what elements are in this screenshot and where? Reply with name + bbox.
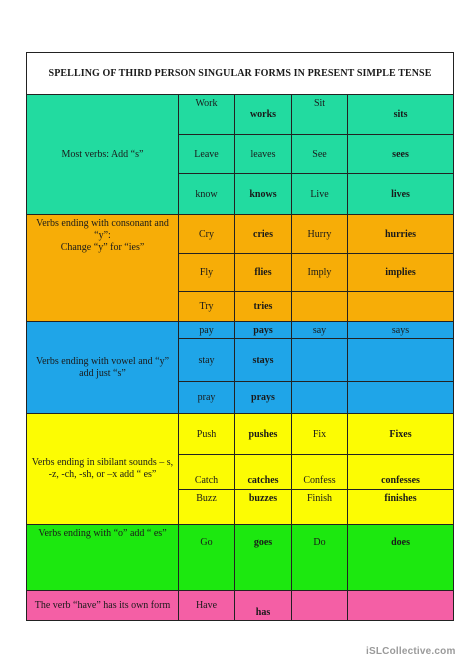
table-row — [27, 591, 454, 621]
spelling-table — [26, 52, 454, 621]
third-person-form: hurries — [348, 215, 454, 254]
third-person-form: buzzes — [235, 490, 292, 525]
base-verb — [292, 382, 348, 414]
base-verb — [292, 339, 348, 382]
third-person-form: cries — [235, 215, 292, 254]
third-person-form: implies — [348, 254, 454, 292]
base-verb: pay — [179, 322, 235, 339]
base-verb: Sit — [292, 95, 348, 135]
base-verb: Finish — [292, 490, 348, 525]
base-verb — [292, 292, 348, 322]
rule-cell: Verbs ending with consonant and “y”: Change “y” for “ies” — [27, 215, 179, 322]
third-person-form: finishes — [348, 490, 454, 525]
base-verb — [292, 591, 348, 621]
base-verb: Push — [179, 414, 235, 455]
rule-cell: Verbs ending with vowel and “y” add just “s” — [27, 322, 179, 414]
third-person-form: sees — [348, 135, 454, 174]
worksheet-title: SPELLING OF THIRD PERSON SINGULAR FORMS IN PRESENT SIMPLE TENSE — [27, 53, 454, 95]
table-row — [27, 414, 454, 455]
base-verb: Do — [292, 525, 348, 591]
table-row — [27, 322, 454, 339]
watermark: iSLCollective.com — [366, 646, 456, 657]
third-person-form: confesses — [348, 455, 454, 490]
third-person-form: catches — [235, 455, 292, 490]
third-person-form: flies — [235, 254, 292, 292]
base-verb: Cry — [179, 215, 235, 254]
third-person-form: has — [235, 591, 292, 621]
table-row — [27, 525, 454, 591]
third-person-form: Fixes — [348, 414, 454, 455]
rule-cell: Most verbs: Add “s” — [27, 95, 179, 215]
third-person-form: does — [348, 525, 454, 591]
rule-cell: The verb “have” has its own form — [27, 591, 179, 621]
rule-cell: Verbs ending with “o” add “ es” — [27, 525, 179, 591]
third-person-form: prays — [235, 382, 292, 414]
base-verb: Go — [179, 525, 235, 591]
third-person-form — [348, 339, 454, 382]
third-person-form: says — [348, 322, 454, 339]
title-row — [27, 53, 454, 95]
base-verb: stay — [179, 339, 235, 382]
base-verb: say — [292, 322, 348, 339]
table-row — [27, 95, 454, 135]
third-person-form: knows — [235, 174, 292, 215]
rule-cell: Verbs ending in sibilant sounds – s, -z, -ch, -sh, or –x add “ es” — [27, 414, 179, 525]
third-person-form: goes — [235, 525, 292, 591]
third-person-form: lives — [348, 174, 454, 215]
worksheet — [26, 52, 454, 621]
base-verb: know — [179, 174, 235, 215]
base-verb: Hurry — [292, 215, 348, 254]
base-verb: Fly — [179, 254, 235, 292]
base-verb: Try — [179, 292, 235, 322]
base-verb: See — [292, 135, 348, 174]
base-verb: Buzz — [179, 490, 235, 525]
base-verb: Have — [179, 591, 235, 621]
third-person-form: stays — [235, 339, 292, 382]
third-person-form: tries — [235, 292, 292, 322]
base-verb: Fix — [292, 414, 348, 455]
third-person-form: leaves — [235, 135, 292, 174]
base-verb: Confess — [292, 455, 348, 490]
third-person-form — [348, 382, 454, 414]
base-verb: Work — [179, 95, 235, 135]
base-verb: Leave — [179, 135, 235, 174]
third-person-form — [348, 292, 454, 322]
table-row — [27, 215, 454, 254]
base-verb: Catch — [179, 455, 235, 490]
third-person-form: works — [235, 95, 292, 135]
third-person-form — [348, 591, 454, 621]
base-verb: pray — [179, 382, 235, 414]
third-person-form: pays — [235, 322, 292, 339]
base-verb: Live — [292, 174, 348, 215]
base-verb: Imply — [292, 254, 348, 292]
third-person-form: sits — [348, 95, 454, 135]
third-person-form: pushes — [235, 414, 292, 455]
